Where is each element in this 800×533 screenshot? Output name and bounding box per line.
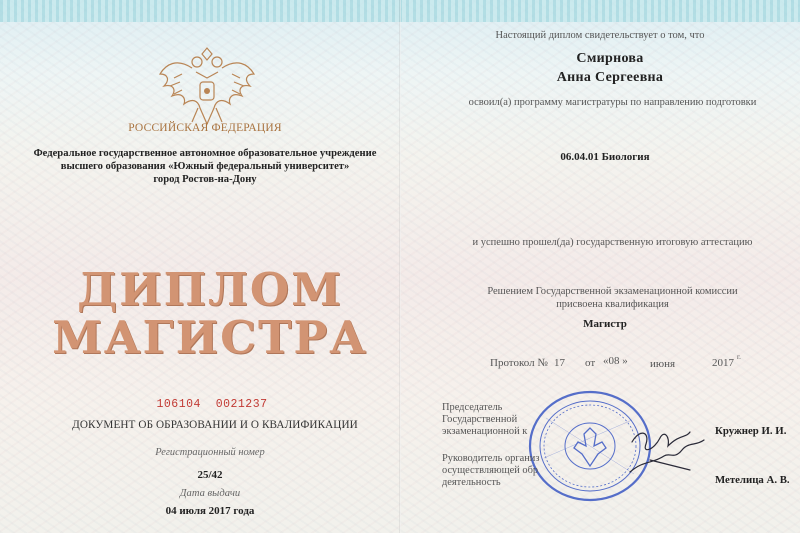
qualification: Магистр	[583, 318, 627, 330]
issue-date-label: Дата выдачи	[179, 488, 241, 499]
protocol-year: 2017	[712, 357, 734, 369]
head-title-line: осуществляющей обр	[442, 465, 539, 476]
issue-date: 04 июля 2017 года	[165, 505, 255, 517]
institution-line: город Ростов-на-Дону	[153, 174, 257, 185]
attestation-statement: и успешно прошел(да) государственную итоговую аттестацию	[472, 237, 753, 248]
commission-chair-name: Кружнер И. И.	[715, 425, 787, 437]
diploma-title-line2: МАГИСТРА	[52, 311, 368, 364]
protocol-month: июня	[650, 358, 676, 370]
graduate-given-names: Анна Сергеевна	[556, 70, 664, 85]
diploma-title-line1: ДИПЛОМ	[77, 263, 343, 316]
head-title-line: деятельность	[442, 477, 501, 488]
organization-head-name: Метелица А. В.	[715, 474, 790, 486]
program-statement: освоил(а) программу магистратуры по направлению подготовки	[468, 97, 757, 108]
commission-line: присвоена квалификация	[556, 299, 669, 310]
protocol-day: «08 »	[603, 355, 628, 367]
chair-title-line: экзаменационной к	[442, 426, 528, 437]
registration-label: Регистрационный номер	[155, 447, 265, 458]
institution-line: высшего образования «Южный федеральный университет»	[60, 161, 350, 172]
chair-title-line: Государственной	[442, 414, 518, 425]
registration-number: 25/42	[197, 469, 223, 481]
protocol-from: от	[585, 357, 596, 369]
institution-name	[10, 147, 400, 186]
country-name: РОССИЙСКАЯ ФЕДЕРАЦИЯ	[128, 122, 282, 134]
organization-head-title	[442, 453, 592, 489]
certificate-intro: Настоящий диплом свидетельствует о том, что	[495, 30, 705, 41]
commission-chair-title	[442, 402, 592, 438]
commission-statement	[440, 285, 785, 311]
serial-number: 106104 0021237	[156, 398, 268, 411]
protocol-label: Протокол №	[490, 357, 548, 369]
head-title-line: Руководитель организ	[442, 453, 540, 464]
chair-title-line: Председатель	[442, 402, 503, 413]
graduate-surname: Смирнова	[576, 51, 644, 66]
protocol-number: 17	[554, 357, 565, 369]
center-fold	[399, 0, 401, 533]
protocol-year-suffix: г.	[737, 353, 741, 361]
signature-icon	[620, 420, 710, 480]
institution-line: Федеральное государственное автономное образовательное учреждение	[33, 148, 377, 159]
program-code: 06.04.01 Биология	[560, 151, 650, 163]
document-type: ДОКУМЕНТ ОБ ОБРАЗОВАНИИ И О КВАЛИФИКАЦИИ	[72, 419, 358, 431]
commission-line: Решением Государственной экзаменационной комиссии	[487, 286, 738, 297]
